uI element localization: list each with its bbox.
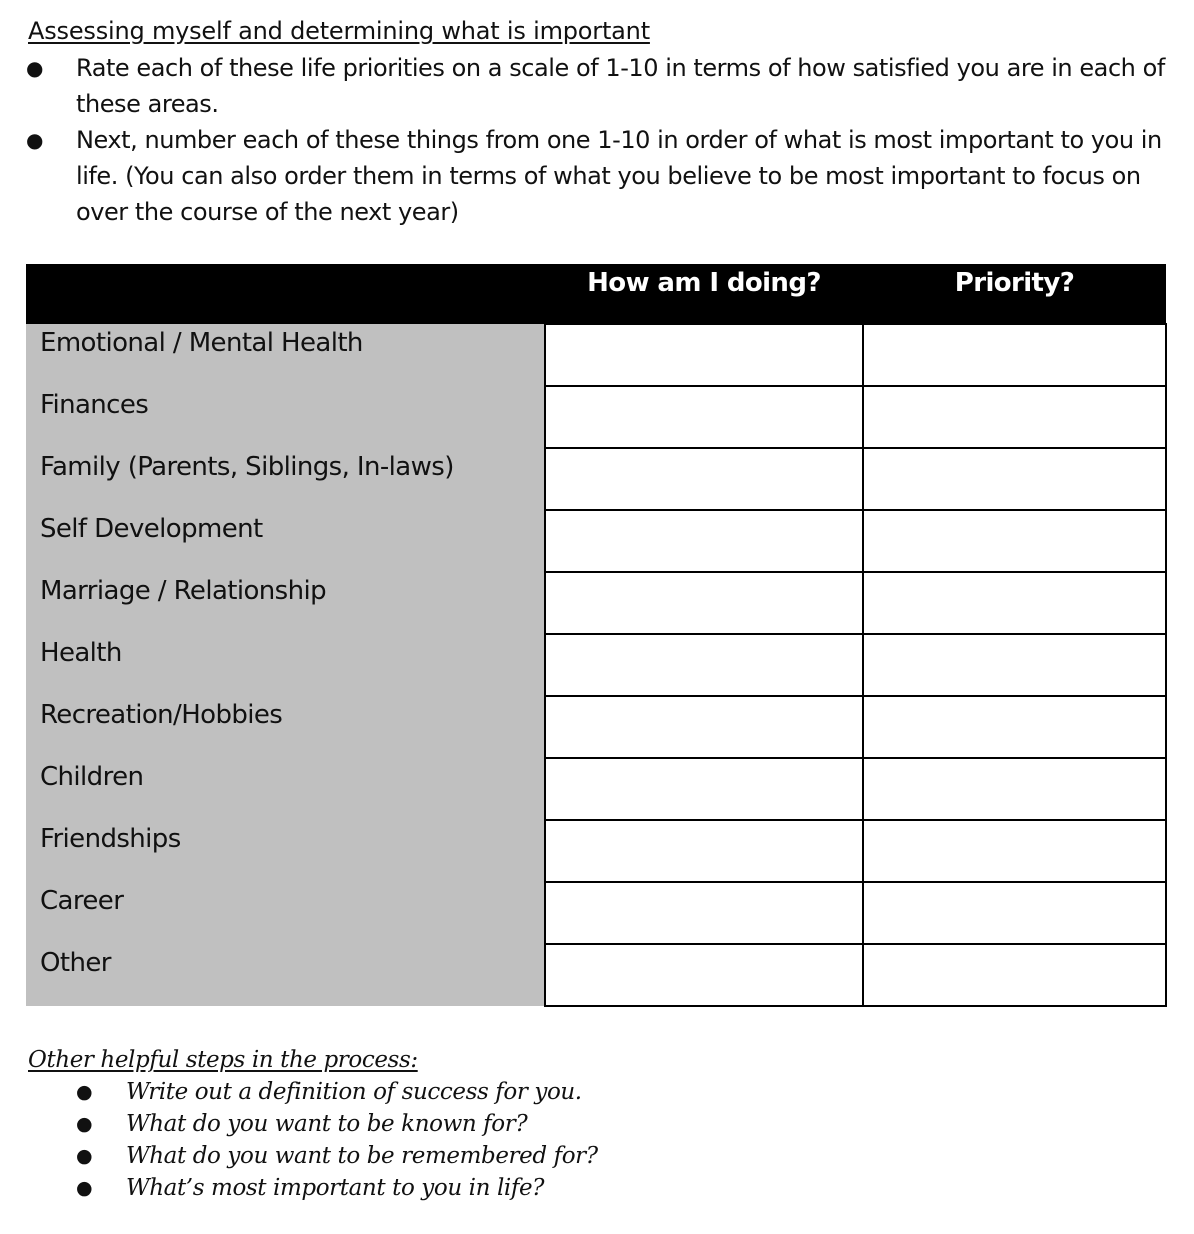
row-label: Recreation/Hobbies [26, 696, 545, 758]
table-row [26, 758, 1166, 820]
priority-cell[interactable] [863, 944, 1166, 1006]
priority-cell[interactable] [863, 882, 1166, 944]
instruction-text: Next, number each of these things from one 1-10 in order of what is most important to you in life. (You can also order them in terms of what you believe to be most important to focus on over the course of the next year) [76, 126, 1162, 226]
footer-step-text: What do you want to be remembered for? [126, 1143, 598, 1169]
footer-step-text: Write out a definition of success for you. [126, 1079, 582, 1105]
priority-cell[interactable] [863, 448, 1166, 510]
page-title: Assessing myself and determining what is important [28, 17, 650, 45]
table-row [26, 882, 1166, 944]
instructions-list [24, 50, 1174, 230]
bullet-icon: ● [76, 1113, 93, 1135]
bullet-icon: ● [26, 128, 44, 152]
priority-cell[interactable] [863, 634, 1166, 696]
table-row [26, 634, 1166, 696]
priority-cell[interactable] [863, 820, 1166, 882]
table-row [26, 386, 1166, 448]
priority-cell[interactable] [863, 696, 1166, 758]
how-am-i-doing-cell[interactable] [545, 696, 863, 758]
header-how-am-i-doing: How am I doing? [545, 264, 863, 324]
row-label: Other [26, 944, 545, 1006]
how-am-i-doing-cell[interactable] [545, 882, 863, 944]
how-am-i-doing-cell[interactable] [545, 634, 863, 696]
table-header-row [26, 264, 1166, 324]
table-row [26, 944, 1166, 1006]
header-priority: Priority? [863, 264, 1166, 324]
table-row [26, 510, 1166, 572]
how-am-i-doing-cell[interactable] [545, 758, 863, 820]
bullet-icon: ● [76, 1145, 93, 1167]
footer-step [74, 1108, 598, 1140]
how-am-i-doing-cell[interactable] [545, 820, 863, 882]
instruction-text: Rate each of these life priorities on a scale of 1-10 in terms of how satisfied you are in each of these areas. [76, 54, 1165, 118]
table-row [26, 820, 1166, 882]
priority-cell[interactable] [863, 758, 1166, 820]
row-label: Emotional / Mental Health [26, 324, 545, 386]
row-label: Career [26, 882, 545, 944]
footer-step-text: What’s most important to you in life? [126, 1175, 545, 1201]
table-row [26, 696, 1166, 758]
footer-steps-list [74, 1076, 598, 1204]
priority-cell[interactable] [863, 386, 1166, 448]
priority-cell[interactable] [863, 510, 1166, 572]
table-row [26, 572, 1166, 634]
row-label: Friendships [26, 820, 545, 882]
footer-step-text: What do you want to be known for? [126, 1111, 528, 1137]
row-label: Children [26, 758, 545, 820]
instruction-item [24, 122, 1174, 230]
priority-table [26, 264, 1167, 1007]
priority-cell[interactable] [863, 572, 1166, 634]
how-am-i-doing-cell[interactable] [545, 386, 863, 448]
bullet-icon: ● [76, 1177, 93, 1199]
row-label: Health [26, 634, 545, 696]
table-row [26, 448, 1166, 510]
row-label: Self Development [26, 510, 545, 572]
instruction-item [24, 50, 1174, 122]
footer-step [74, 1076, 598, 1108]
table-row [26, 324, 1166, 386]
row-label: Marriage / Relationship [26, 572, 545, 634]
bullet-icon: ● [26, 56, 44, 80]
bullet-icon: ● [76, 1081, 93, 1103]
priority-cell[interactable] [863, 324, 1166, 386]
how-am-i-doing-cell[interactable] [545, 510, 863, 572]
header-blank [26, 264, 545, 324]
footer-step [74, 1172, 598, 1204]
how-am-i-doing-cell[interactable] [545, 448, 863, 510]
footer-step [74, 1140, 598, 1172]
how-am-i-doing-cell[interactable] [545, 572, 863, 634]
how-am-i-doing-cell[interactable] [545, 324, 863, 386]
footer-title: Other helpful steps in the process: [28, 1047, 418, 1073]
how-am-i-doing-cell[interactable] [545, 944, 863, 1006]
row-label: Finances [26, 386, 545, 448]
row-label: Family (Parents, Siblings, In-laws) [26, 448, 545, 510]
